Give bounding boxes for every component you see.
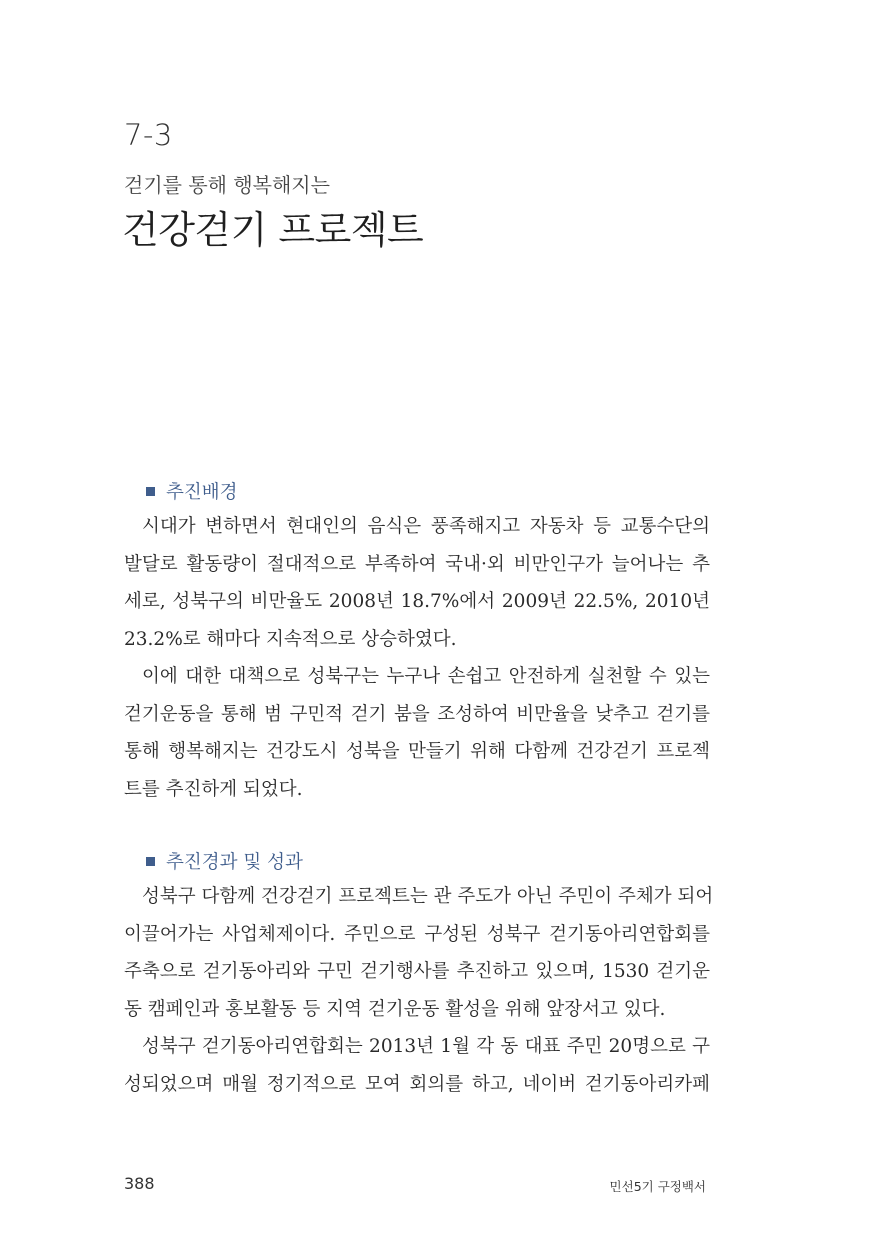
text-line: 시대가 변하면서 현대인의 음식은 풍족해지고 자동차 등 교통수단의 xyxy=(142,516,710,537)
text-line: 이에 대한 대책으로 성북구는 누구나 손쉽고 안전하게 실천할 수 있는 xyxy=(142,666,710,687)
text-line: 걷기운동을 통해 범 구민적 걷기 붐을 조성하여 비만율을 낮추고 걷기를 xyxy=(124,703,710,725)
paragraph xyxy=(124,508,710,658)
section-heading-label: 추진경과 및 성과 xyxy=(166,852,303,873)
book-title: 민선5기 구정백서 xyxy=(609,1179,706,1194)
section-background xyxy=(124,476,710,808)
text-line: 주축으로 걷기동아리와 구민 걷기행사를 추진하고 있으며, 1530 걷기운 xyxy=(124,961,710,982)
square-bullet-icon xyxy=(146,857,155,866)
text-line: 성북구 걷기동아리연합회는 2013년 1월 각 동 대표 주민 20명으로 구 xyxy=(142,1036,710,1057)
chapter-title: 건강걷기 프로젝트 xyxy=(122,208,424,252)
text-line: 통해 행복해지는 건강도시 성북을 만들기 위해 다함께 건강걷기 프로젝 xyxy=(124,741,710,762)
text-line: 발달로 활동량이 절대적으로 부족하여 국내·외 비만인구가 늘어나는 추 xyxy=(124,553,710,575)
chapter-number: 7-3 xyxy=(124,118,173,152)
paragraph xyxy=(124,1028,710,1103)
text-line: 23.2%로 해마다 지속적으로 상승하였다. xyxy=(124,628,457,650)
paragraph xyxy=(124,658,710,808)
text-line: 세로, 성북구의 비만율도 2008년 18.7%에서 2009년 22.5%, 2010년 xyxy=(124,591,710,612)
text-line: 성되었으며 매월 정기적으로 모여 회의를 하고, 네이버 걷기동아리카페 xyxy=(124,1073,710,1095)
section-heading-label: 추진배경 xyxy=(166,482,238,503)
text-line: 성북구 다함께 건강걷기 프로젝트는 관 주도가 아닌 주민이 주체가 되어 xyxy=(142,886,714,907)
text-line: 동 캠페인과 홍보활동 등 지역 걷기운동 활성을 위해 앞장서고 있다. xyxy=(124,998,666,1020)
page-number: 388 xyxy=(124,1174,155,1193)
section-heading xyxy=(146,846,710,876)
section-heading xyxy=(146,476,710,506)
paragraph xyxy=(124,878,714,1028)
chapter-subtitle: 걷기를 통해 행복해지는 xyxy=(124,173,330,197)
square-bullet-icon xyxy=(146,487,155,496)
section-progress-results xyxy=(124,846,714,1103)
text-line: 트를 추진하게 되었다. xyxy=(124,778,303,800)
text-line: 이끌어가는 사업체제이다. 주민으로 구성된 성북구 걷기동아리연합회를 xyxy=(124,923,710,945)
